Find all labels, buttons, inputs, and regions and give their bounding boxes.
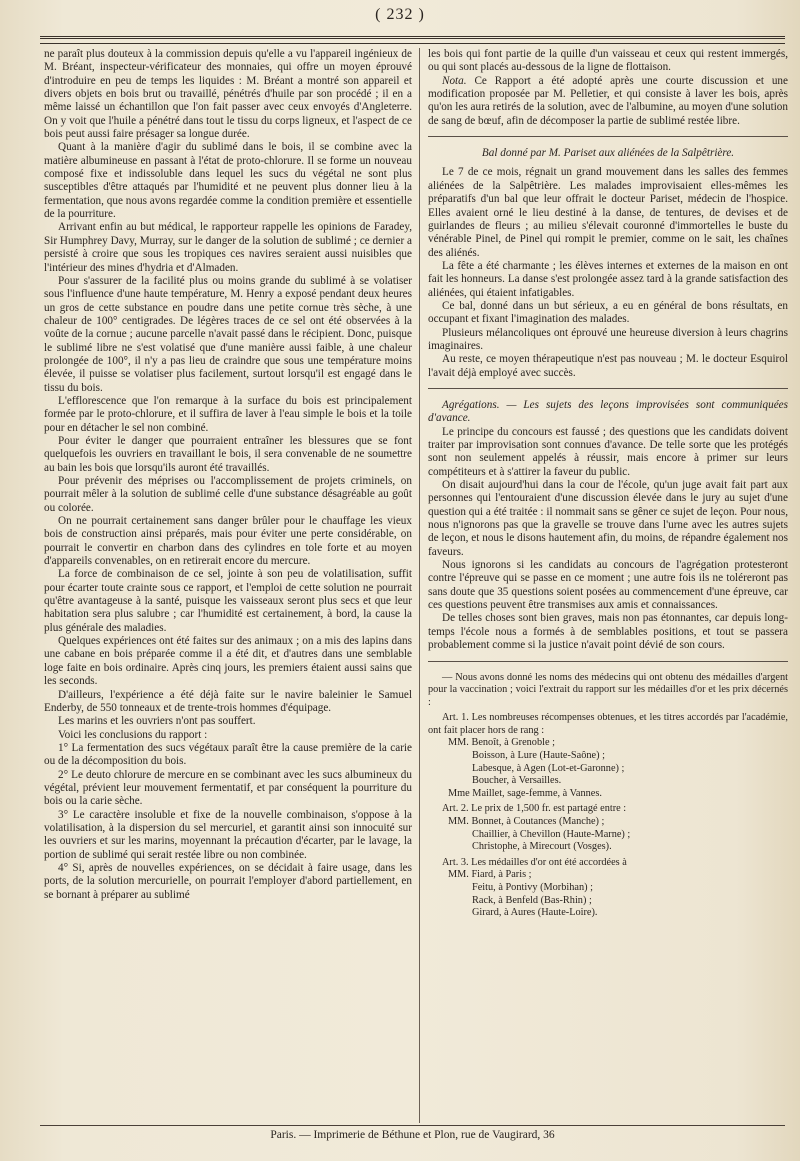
page-number: ( 232 ): [375, 6, 425, 23]
footer-rule: [40, 1125, 785, 1126]
list-item: Mme Maillet, sage-femme, à Vannes.: [448, 787, 602, 799]
paragraph: Pour prévenir des méprises ou l'accomplissement de projets criminels, on pourrait mêler à la solution de sublimé celle d'une substance désagréable au goût ou colorée.: [44, 475, 412, 514]
conclusion-item: 2° Le deuto chlorure de mercure en se combinant avec les sucs albumineux du végétal, prévient leur mouvement fermentatif, et par conséquent la pourriture du bois ou la carie sèche.: [44, 768, 412, 808]
paragraph: les bois qui font partie de la quille d'un vaisseau et ceux qui restent immergés, ou qui sont placés au-dessous de la ligne de flottaison.: [428, 48, 788, 74]
right-column: [428, 48, 788, 1126]
nota-prefix: Ce: [474, 74, 487, 87]
paragraph: On ne pourrait certainement sans danger brûler pour le chauffage les vieux bois de construction ainsi préparés, mais pour éviter une perte considérable, on pourrait le convertir en charbon dans des cylindres en tole forte et au moyen d'appareils convenables, on en retirerait encore du mercure.: [44, 515, 412, 568]
paragraph: De telles choses sont bien graves, mais non pas étonnantes, car depuis long-temps l'école nous a formés à de semblables positions, et tout se passera probablement comme si la justice n'avait point dévié de son cours.: [428, 612, 788, 652]
paragraph: ne paraît plus douteux à la commission depuis qu'elle a vu l'appareil ingénieux de M. Bréant, inspecteur-vérificateur des monnaies, qui offre un moyen éprouvé d'introduire en peu de temps les liquides : M. Bréant a montré son appareil et divers objets en bois brut ou travaillé, pénétrés d'huile par son procédé ; il en a même laissé un échantillon que l'on fait passer avec ceux envoyés d'Angleterre. On y voit que l'huile a pénétré dans tout le tissu du corps ligneux, et l'aspect de ce bois peut aussi faire présager sa longue durée.: [44, 48, 412, 141]
paragraph: L'efflorescence que l'on remarque à la surface du bois est principalement formée par le proto-chlorure, et il suffira de laver à l'eau simple le bois et la toile pour en détacher le sel non combiné.: [44, 394, 412, 434]
paragraph: Quelques expériences ont été faites sur des animaux ; on a mis des lapins dans une cabane en bois préparée comme il a été dit, et d'autres dans une semblable loge faite en bois ordinaire. Après cinq jours, les premiers étaient aussi sains que les seconds.: [44, 635, 412, 688]
list-item: Boisson, à Lure (Haute-Saône) ;: [472, 750, 605, 762]
paragraph: Pour s'assurer de la facilité plus ou moins grande du sublimé à se volatiser sous l'influence d'une haute température, M. Henry a exposé pendant deux heures un gros de cette substance en poudre dans une petite cornue très sèche, à une chaleur de 100° centigrades. De légères traces de ce sel ont été observées à la voûte de la cornue ; aucune parcelle n'avait passé dans le récipient. Donc, puisque le sublimé libre ne s'est volatisé que d'une manière aussi faible, à une chaleur prolongée de 100°, il n'y a pas lieu de craindre que sous une température moins élevée, il puisse se volatiser plus facilement, surtout lorsqu'il est engagé dans le tissu du bois.: [44, 274, 412, 394]
paragraph: Le 7 de ce mois, régnait un grand mouvement dans les salles des femmes aliénées de la Salpêtrière. Les malades improvisaient elles-mêmes les préparatifs d'un bal que leur offrait le docteur Pariset, médecin de l'hospice. Elles avaient orné le lieu destiné à la danse, de tentures, de devises et de guirlandes de fleurs ; au milieu s'élevait couronné d'immortelles le buste du vénérable Pinel, de Pinel qui rompit le premier, comme on le sait, les chaînes des aliénés.: [428, 166, 788, 259]
nota-label: Nota.: [442, 74, 467, 87]
article-2: Art. 2. Le prix de 1,500 fr. est partagé entre :: [442, 803, 627, 815]
section-rule: [428, 661, 788, 662]
list-item: Girard, à Aures (Haute-Loire).: [472, 907, 598, 919]
agregations-heading: [428, 399, 788, 426]
paragraph: Arrivant enfin au but médical, le rapporteur rappelle les opinions de Faradey, Sir Humphrey Davy, Murray, sur le danger de la solution de sublimé ; ce dernier a persisté à croire que sous les tropiques ces navires seraient aussi nuisibles que l'intérieur des mines d'hydria et d'Almaden.: [44, 221, 412, 274]
medals-intro: — Nous avons donné les noms des médecins qui ont obtenu des médailles d'argent pour la vaccination ; voici l'extrait du rapport sur les médailles d'or et les prix décernés :: [428, 671, 788, 708]
paragraph: Le principe du concours est faussé ; des questions que les candidats doivent traiter par improvisation sont connues d'avance. De telle sorte que les protégés sont non seulement appelés à réussir, mais encore à primer sur leurs compétiteurs et à s'attirer la faveur du public.: [428, 425, 788, 478]
paragraph: Au reste, ce moyen thérapeutique n'est pas nouveau ; M. le docteur Esquirol l'avait déjà employé avec succès.: [428, 353, 788, 379]
paragraph: Plusieurs mélancoliques ont éprouvé une heureuse diversion à leurs chagrins imaginaires.: [428, 326, 788, 352]
imprint-footer: Paris. — Imprimerie de Béthune et Plon, rue de Vaugirard, 36: [270, 1129, 555, 1141]
conclusion-item: 3° Le caractère insoluble et fixe de la nouvelle combinaison, s'oppose à la volatilisation, à la dispersion du sel mercuriel, et garantit ainsi son innocuité sur les ouvriers et sur les marins, moyennant la précaution d'écarter, par le lavage, la portion de sublimé qui serait restée libre ou non combinée.: [44, 808, 412, 861]
left-column: [44, 48, 412, 1126]
section-rule: [428, 388, 788, 389]
paragraph: D'ailleurs, l'expérience a été déjà faite sur le navire baleinier le Samuel Enderby, de 550 tonneaux et de trente-trois hommes d'équipage.: [44, 688, 412, 714]
nota-text: Rapport a été adopté après une courte discussion et une modification proposée par M. Pelletier, et qui consiste à laver les bois, après qu'on les aura retirés de la solution, avec de l'albumine, au moyen d'une solution de sang de bœuf, afin de décomposer la partie de sublimé restée libre.: [428, 74, 788, 127]
paragraph: Pour éviter le danger que pourraient entraîner les blessures que se font quelquefois les ouvriers en travaillant le bois, il sera convenable de ne soumettre au bain les bois que lorsqu'ils auront été travaillés.: [44, 434, 412, 474]
paragraph: Ce bal, donné dans un but sérieux, a eu en général de bons résultats, en occupant et fixant l'imagination des malades.: [428, 299, 788, 326]
header-rule: [40, 36, 785, 39]
list-item: Chaillier, à Chevillon (Haute-Marne) ;: [472, 828, 631, 840]
paragraph: Nous ignorons si les candidats au concours de l'agrégation protesteront contre l'épreuve qui se passe en ce moment ; une autre fois ils ne toléreront pas sans doute que 35 questions soient posées au commencement d'une épreuve, car ces questions peuvent être transmises aux amis et connaissances.: [428, 559, 788, 612]
conclusion-item: 1° La fermentation des sucs végétaux paraît être la cause première de la carie ou de la décomposition du bois.: [44, 741, 412, 768]
article-3: Art. 3. Les médailles d'or ont été accordées à: [442, 856, 627, 868]
paragraph: Voici les conclusions du rapport :: [58, 728, 208, 741]
column-separator: [419, 48, 420, 1123]
list-item: Feitu, à Pontivy (Morbihan) ;: [472, 882, 593, 893]
list-item: MM. Benoît, à Grenoble ;: [448, 737, 555, 749]
list-item: Boucher, à Versailles.: [472, 775, 562, 787]
list-item: Christophe, à Mirecourt (Vosges).: [472, 841, 612, 853]
nota-paragraph: [428, 75, 788, 128]
article-1: Art. 1. Les nombreuses récompenses obtenues, et les titres accordés par l'académie, ont fait placer hors de rang :: [428, 712, 788, 736]
conclusion-item: 4° Si, après de nouvelles expériences, on se décidait à faire usage, dans les ports, de la solution mercurielle, on pourrait l'employer d'abord partiellement, en se bornant à préparer au sublimé: [44, 861, 412, 901]
bal-heading: Bal donné par M. Pariset aux aliénées de la Salpêtrière.: [481, 147, 735, 160]
paragraph: Les marins et les ouvriers n'ont pas souffert.: [58, 715, 256, 728]
paragraph: On disait aujourd'hui dans la cour de l'école, qu'un juge avait fait part aux personnes qui l'entouraient d'une discussion élevée dans le jury au sujet d'une question qui a été traitée : il nommait sans se gêner ce sujet de leçon. Pour nous, nous n'ignorons pas que la gravelle se trouve dans l'urne avec les autres sujets de leçon, et nous le disons hautement afin, du moins, de répandre également nos faveurs.: [428, 479, 788, 558]
list-item: Rack, à Benfeld (Bas-Rhin) ;: [472, 894, 592, 906]
list-item: MM. Bonnet, à Coutances (Manche) ;: [448, 816, 605, 828]
agregations-dash: —: [506, 398, 517, 411]
list-item: MM. Fiard, à Paris ;: [448, 869, 532, 881]
agregations-label: Agrégations.: [442, 398, 500, 411]
header-rule-thin: [40, 43, 785, 44]
agregations-title: Les sujets des leçons improvisées sont communiquées d'avance.: [428, 398, 788, 425]
section-rule: [428, 136, 788, 137]
paragraph: La fête a été charmante ; les élèves internes et externes de la maison en ont fait les honneurs. La danse s'est prolongée assez tard à la grande satisfaction des aliénées, qui étaient infatigables.: [428, 259, 788, 299]
paragraph: La force de combinaison de ce sel, jointe à son peu de volatilisation, suffit pour écarter toute crainte sous ce rapport, et l'emploi de cette solution ne pourrait qu'être avantageuse à la santé, puisque les vaisseaux seront plus secs et que leur habitation sera plus salubre ; car l'humidité est certainement, à bord, la cause la plus générale des maladies.: [44, 568, 412, 634]
list-item: Labesque, à Agen (Lot-et-Garonne) ;: [472, 762, 625, 774]
paragraph: Quant à la manière d'agir du sublimé dans le bois, il se combine avec la matière albumineuse en passant à l'état de proto-chlorure. Il se forme un nouveau composé fixe et indissoluble dans lequel les sucs du végétal ne sont plus susceptibles d'être attaqués par l'humidité et ne peuvent plus donner lieu à la fermentation, que nous avons regardée comme la condition première et essentielle de la pourriture.: [44, 141, 412, 221]
